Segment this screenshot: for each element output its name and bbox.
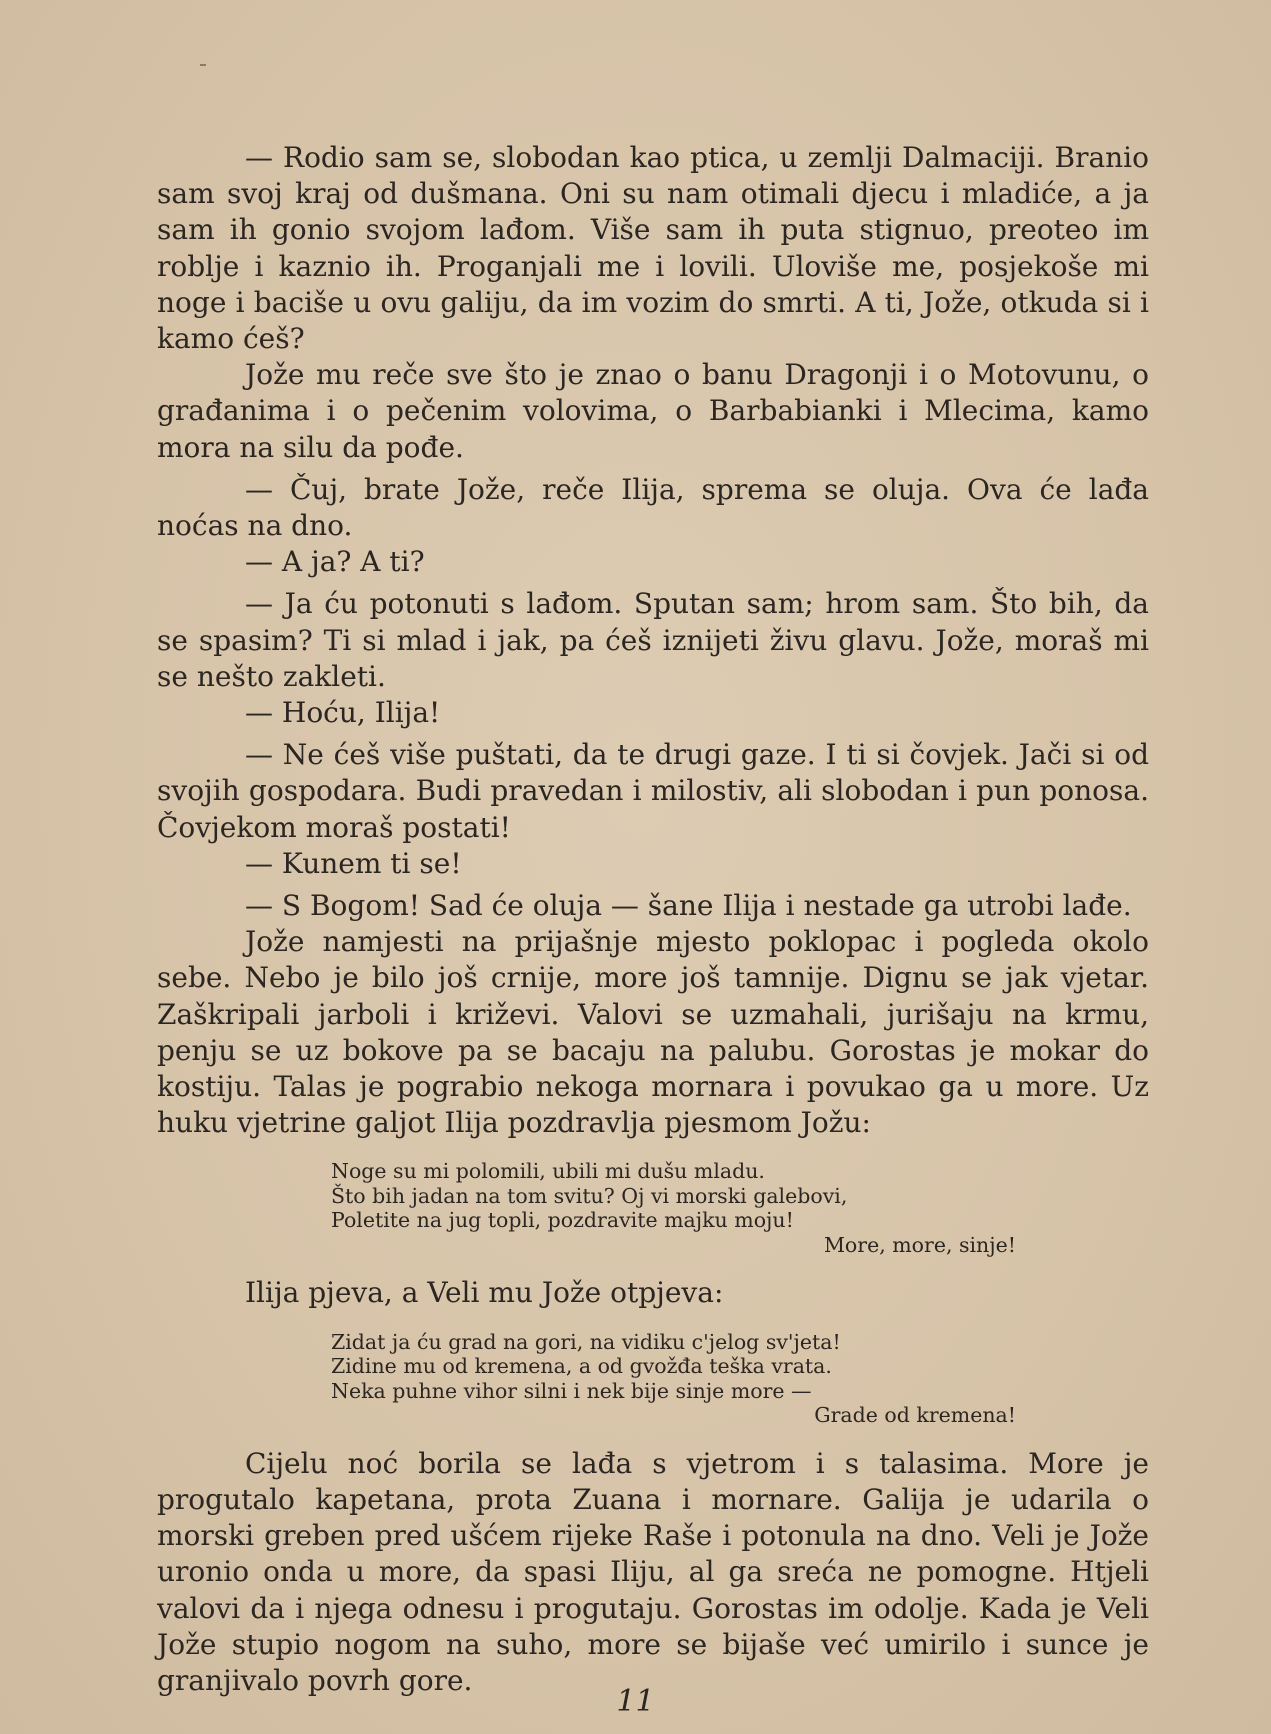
- paragraph: Ilija pjeva, a Veli mu Jože otpjeva:: [245, 1276, 724, 1310]
- poem-line: Zidine mu od kremena, a od gvožđa teška vrata.: [331, 1354, 832, 1379]
- poem-refrain: Grade od kremena!: [814, 1403, 1016, 1428]
- poem-stanza-joze: [331, 1330, 1016, 1428]
- paragraph: — Hoću, Ilija!: [245, 696, 441, 730]
- page-number: 11: [616, 1684, 655, 1719]
- paragraph: — S Bogom! Sad će oluja — šane Ilija i nestade ga utrobi lađe.: [245, 889, 1132, 923]
- paragraph: — A ja? A ti?: [245, 545, 425, 579]
- poem-line: Noge su mi polomili, ubili mi dušu mladu.: [331, 1159, 765, 1184]
- paragraph: — Ja ću potonuti s lađom. Sputan sam; hrom sam. Što bih, da se spasim? Ti si mlad i jak, pa ćeš iznijeti živu glavu. Jože, moraš mi se nešto zakleti.: [157, 587, 1149, 693]
- poem-line: Što bih jadan na tom svitu? Oj vi morski galebovi,: [331, 1183, 848, 1208]
- paragraph: Cijelu noć borila se lađa s vjetrom i s talasima. More je progutalo kapetana, prota Zuana i mornare. Galija je udarila o morski greben pred ušćem rijeke Raše i potonula na dno. Veli je Jože uronio onda u more, da spasi Iliju, al ga sreća ne pomogne. Htjeli valovi da i njega odnesu i progutaju. Gorostas im odolje. Kada je Veli Jože stupio nogom na suho, more se bijaše već umirilo i sunce je granjivalo povrh gore.: [157, 1446, 1149, 1697]
- paragraph: — Ne ćeš više puštati, da te drugi gaze. I ti si čovjek. Jači si od svojih gospodara. Budi pravedan i milostiv, ali slobodan i pun ponosa. Čovjekom moraš postati!: [157, 738, 1149, 844]
- page-content: [157, 140, 1149, 1699]
- paragraph: Jože namjesti na prijašnje mjesto poklopac i pogleda okolo sebe. Nebo je bilo još crnije, more još tamnije. Dignu se jak vjetar. Zaškripali jarboli i križevi. Valovi se uzmahali, jurišaju na krmu, penju se uz bokove pa se bacaju na palubu. Gorostas je mokar do kostiju. Talas je pograbio nekoga mornara i povukao ga u more. Uz huku vjetrine galjot Ilija pozdravlja pjesmom Jožu:: [157, 925, 1149, 1140]
- poem-line: Poletite na jug topli, pozdravite majku moju!: [331, 1208, 794, 1233]
- poem-stanza-ilija: [331, 1159, 1016, 1257]
- paragraph: — Čuj, brate Jože, reče Ilija, sprema se oluja. Ova će lađa noćas na dno.: [157, 472, 1149, 543]
- poem-line: Neka puhne vihor silni i nek bije sinje more —: [331, 1378, 812, 1403]
- paragraph: — Kunem ti se!: [245, 846, 462, 880]
- paragraph: Jože mu reče sve što je znao o banu Dragonji i o Motovunu, o građanima i o pečenim volovima, o Barbabianki i Mlecima, kamo mora na silu da pođe.: [157, 358, 1149, 464]
- poem-refrain: More, more, sinje!: [823, 1232, 1016, 1257]
- poem-line: Zidat ja ću grad na gori, na vidiku c'jelog sv'jeta!: [331, 1329, 841, 1354]
- paragraph: — Rodio sam se, slobodan kao ptica, u zemlji Dalmaciji. Branio sam svoj kraj od dušmana. Oni su nam otimali djecu i mladiće, a ja sam ih gonio svojom lađom. Više sam ih puta stignuo, preoteo im roblje i kaznio ih. Proganjali me i lovili. Uloviše me, posjekoše mi noge i baciše u ovu galiju, da im vozim do smrti. A ti, Jože, otkuda si i kamo ćeš?: [157, 141, 1149, 356]
